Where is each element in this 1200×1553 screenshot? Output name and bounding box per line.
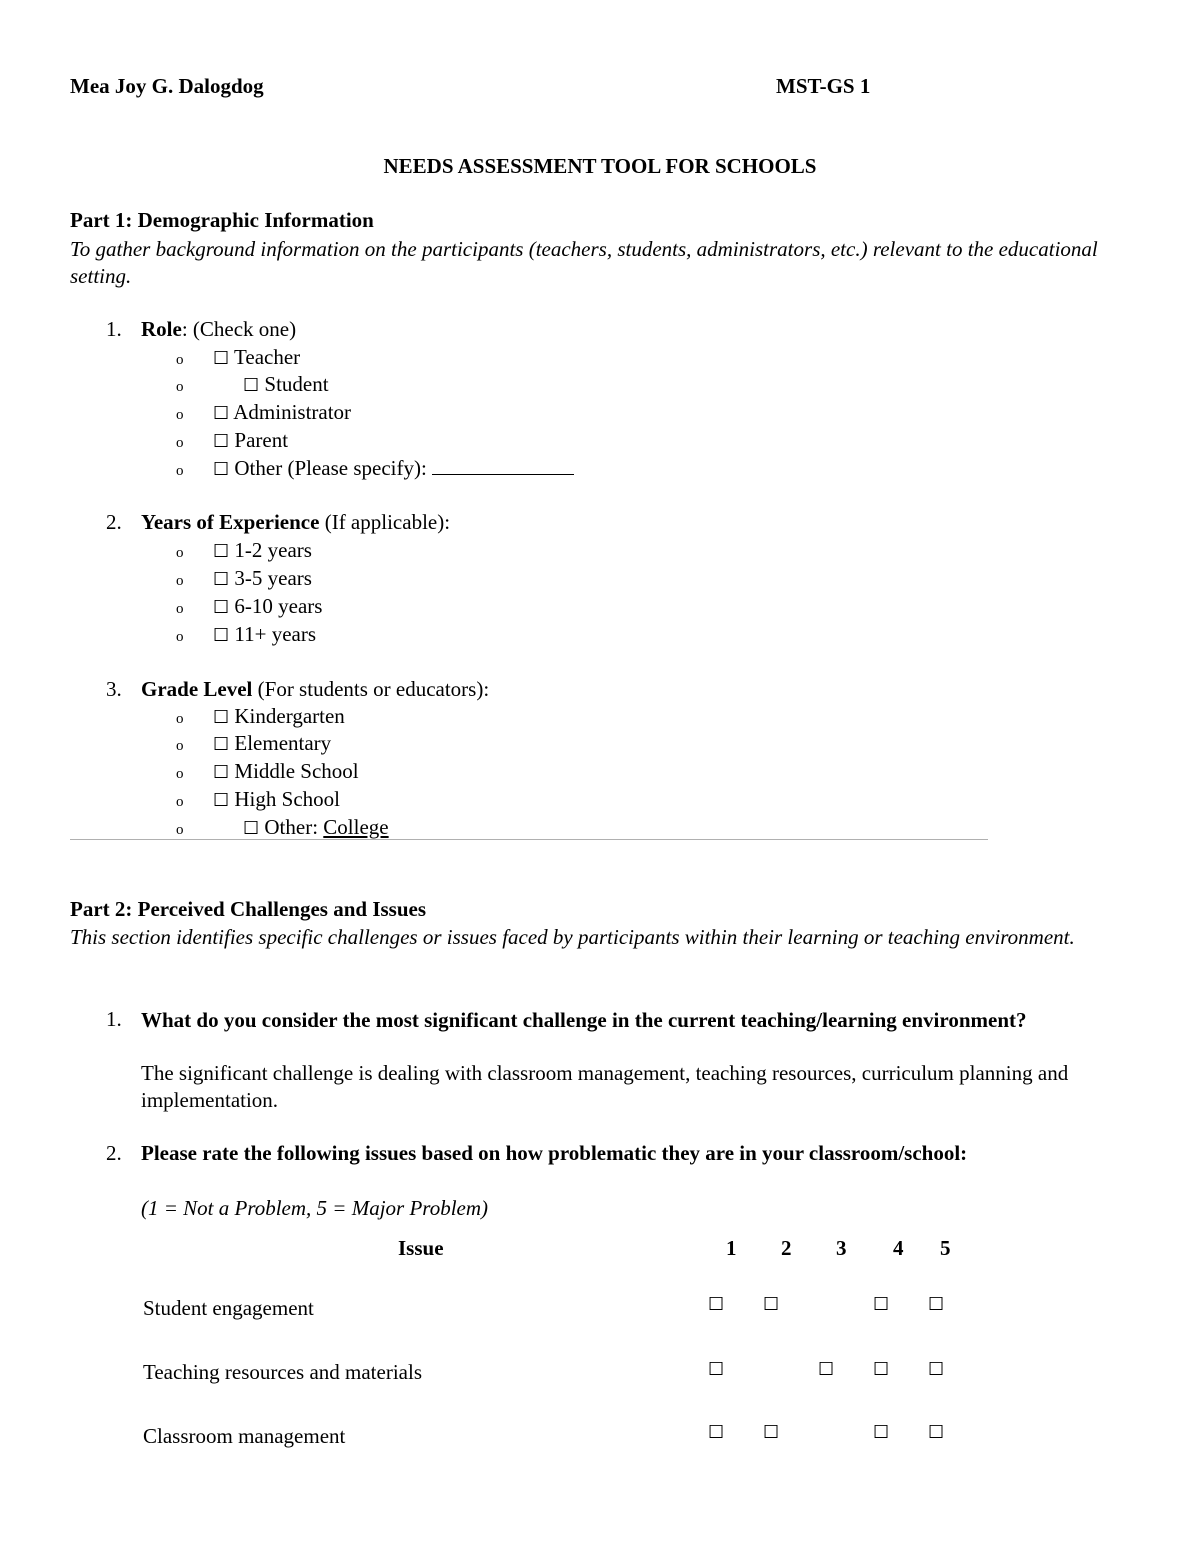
rating-checkbox-2[interactable]: ☐ <box>763 1294 780 1315</box>
rating-checkbox-2[interactable]: ☐ <box>763 1422 780 1443</box>
option-label: 3-5 years <box>234 566 312 590</box>
question-number: 1. <box>106 317 122 341</box>
rating-checkbox-3[interactable]: ☐ <box>818 1359 835 1380</box>
checkbox-icon[interactable]: ☐ <box>213 734 230 755</box>
option-label: Administrator <box>233 400 352 424</box>
section-divider <box>70 839 988 840</box>
rating-checkbox-5[interactable]: ☐ <box>928 1359 945 1380</box>
table-header-2: 2 <box>781 1236 792 1260</box>
option-label: Student <box>264 372 329 396</box>
option-row <box>176 345 184 370</box>
option-row <box>176 759 184 784</box>
bullet-icon: o <box>176 822 184 838</box>
grade-option-elementary[interactable] <box>213 731 331 756</box>
challenge-question: What do you consider the most significant challenge in the current teaching/learning environment? <box>141 1008 1027 1032</box>
rating-checkbox-5[interactable]: ☐ <box>928 1422 945 1443</box>
rating-checkbox-5[interactable]: ☐ <box>928 1294 945 1315</box>
question-number: 2. <box>106 510 122 534</box>
role-option-teacher[interactable] <box>213 345 300 370</box>
option-label: 6-10 years <box>234 594 323 618</box>
option-label: Teacher <box>234 345 301 369</box>
bullet-icon: o <box>176 573 184 589</box>
option-row <box>176 704 184 729</box>
option-label: 1-2 years <box>234 538 312 562</box>
option-label: Middle School <box>234 759 359 783</box>
role-option-administrator[interactable] <box>213 400 351 425</box>
rating-checkbox-4[interactable]: ☐ <box>873 1422 890 1443</box>
part2-description: This section identifies specific challenges or issues faced by participants within their learning or teaching environment. <box>70 925 1075 949</box>
specify-blank-field[interactable] <box>432 473 574 475</box>
option-row <box>176 566 184 591</box>
question-suffix: (If applicable): <box>319 510 451 534</box>
part2-heading: Part 2: Perceived Challenges and Issues <box>70 897 427 921</box>
table-row-issue: Student engagement <box>143 1296 314 1320</box>
grade-option-other[interactable] <box>243 815 389 840</box>
grade-option-middle-school[interactable] <box>213 759 359 784</box>
table-header-4: 4 <box>893 1236 904 1260</box>
checkbox-icon[interactable]: ☐ <box>213 348 230 369</box>
checkbox-icon[interactable]: ☐ <box>213 459 230 480</box>
experience-question <box>141 510 450 535</box>
checkbox-icon[interactable]: ☐ <box>213 707 230 728</box>
option-row <box>176 787 184 812</box>
option-label: Parent <box>234 428 289 452</box>
option-label: Kindergarten <box>234 704 345 728</box>
bullet-icon: o <box>176 766 184 782</box>
option-row <box>176 456 184 481</box>
bullet-icon: o <box>176 463 184 479</box>
checkbox-icon[interactable]: ☐ <box>213 541 230 562</box>
role-option-student[interactable] <box>243 372 329 397</box>
scale-note: (1 = Not a Problem, 5 = Major Problem) <box>141 1196 489 1220</box>
role-option-other[interactable] <box>213 456 574 481</box>
bullet-icon: o <box>176 711 184 727</box>
rating-checkbox-1[interactable]: ☐ <box>708 1359 725 1380</box>
course-code: MST-GS 1 <box>776 74 871 98</box>
option-row <box>176 428 184 453</box>
table-header-5: 5 <box>940 1236 951 1260</box>
grade-option-kindergarten[interactable] <box>213 704 345 729</box>
checkbox-icon[interactable]: ☐ <box>213 431 230 452</box>
experience-option-3-5[interactable] <box>213 566 312 591</box>
table-row-issue: Classroom management <box>143 1424 346 1448</box>
question-suffix: : (Check one) <box>181 317 297 341</box>
bullet-icon: o <box>176 352 184 368</box>
bullet-icon: o <box>176 435 184 451</box>
role-question <box>141 317 296 342</box>
bullet-icon: o <box>176 794 184 810</box>
question-label: Role <box>141 317 182 341</box>
challenge-answer: The significant challenge is dealing with classroom management, teaching resources, curriculum planning and implementation. <box>141 1061 1069 1112</box>
option-row <box>176 538 184 563</box>
table-header-issue: Issue <box>398 1236 444 1260</box>
question-suffix: (For students or educators): <box>252 677 490 701</box>
grade-option-high-school[interactable] <box>213 787 340 812</box>
checkbox-icon[interactable]: ☐ <box>213 790 230 811</box>
bullet-icon: o <box>176 545 184 561</box>
bullet-icon: o <box>176 379 184 395</box>
role-option-parent[interactable] <box>213 428 288 453</box>
experience-option-11-plus[interactable] <box>213 622 316 647</box>
option-label: Elementary <box>234 731 332 755</box>
option-row <box>176 731 184 756</box>
option-label: Other: <box>264 815 324 839</box>
question-number: 3. <box>106 677 122 701</box>
rating-checkbox-1[interactable]: ☐ <box>708 1422 725 1443</box>
checkbox-icon[interactable]: ☐ <box>243 375 260 396</box>
bullet-icon: o <box>176 601 184 617</box>
question-number: 2. <box>106 1141 122 1165</box>
table-row-issue: Teaching resources and materials <box>143 1360 422 1384</box>
checkbox-icon[interactable]: ☐ <box>213 597 230 618</box>
table-header-1: 1 <box>726 1236 737 1260</box>
checkbox-icon[interactable]: ☐ <box>213 762 230 783</box>
part1-heading: Part 1: Demographic Information <box>70 208 374 232</box>
rating-question: Please rate the following issues based on how problematic they are in your classroom/school: <box>141 1141 968 1165</box>
experience-option-1-2[interactable] <box>213 538 312 563</box>
other-value: College <box>323 815 389 839</box>
checkbox-icon[interactable]: ☐ <box>213 625 230 646</box>
checkbox-icon[interactable]: ☐ <box>243 818 260 839</box>
question-label: Years of Experience <box>141 510 320 534</box>
document-title: NEEDS ASSESSMENT TOOL FOR SCHOOLS <box>383 154 817 178</box>
option-label: Other (Please specify): <box>234 456 427 480</box>
option-label: High School <box>234 787 340 811</box>
checkbox-icon[interactable]: ☐ <box>213 403 230 424</box>
table-header-3: 3 <box>836 1236 847 1260</box>
rating-checkbox-4[interactable]: ☐ <box>873 1294 890 1315</box>
option-row <box>176 372 184 397</box>
question-label: Grade Level <box>141 677 253 701</box>
author-name: Mea Joy G. Dalogdog <box>70 74 264 98</box>
rating-checkbox-4[interactable]: ☐ <box>873 1359 890 1380</box>
option-row <box>176 594 184 619</box>
option-row <box>176 400 184 425</box>
bullet-icon: o <box>176 629 184 645</box>
checkbox-icon[interactable]: ☐ <box>213 569 230 590</box>
part1-description: To gather background information on the participants (teachers, students, administrators, etc.) relevant to the educational setting. <box>70 237 1098 288</box>
bullet-icon: o <box>176 738 184 754</box>
experience-option-6-10[interactable] <box>213 594 322 619</box>
option-label: 11+ years <box>234 622 317 646</box>
question-number: 1. <box>106 1007 122 1031</box>
bullet-icon: o <box>176 407 184 423</box>
option-row <box>176 622 184 647</box>
rating-checkbox-1[interactable]: ☐ <box>708 1294 725 1315</box>
grade-question <box>141 677 489 702</box>
option-row <box>176 815 184 840</box>
